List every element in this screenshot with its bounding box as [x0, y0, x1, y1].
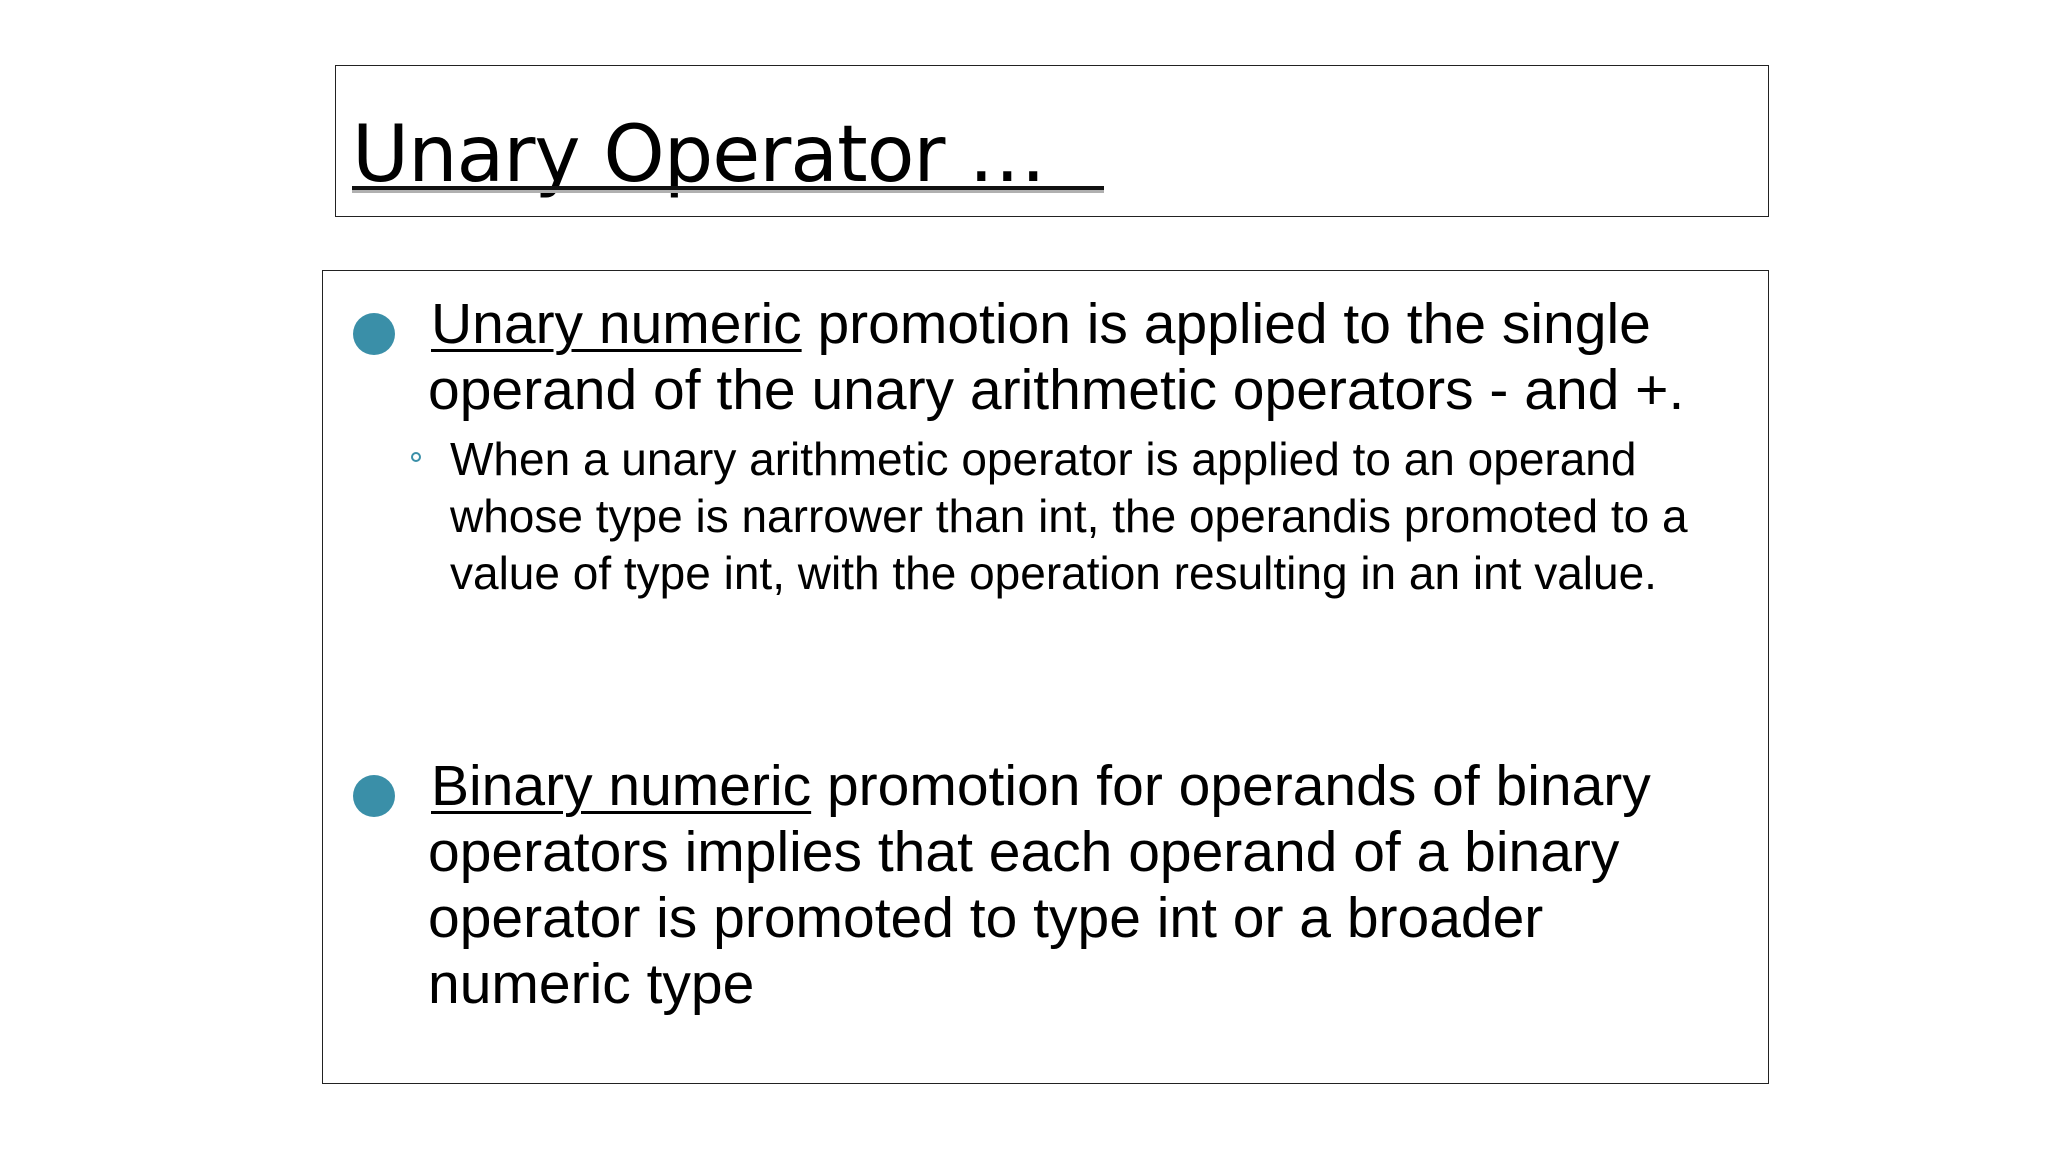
bullet-text [428, 753, 1743, 1017]
title-underline [352, 186, 1104, 190]
bullet-text [428, 291, 1743, 423]
sub-bullet-text: When a unary arithmetic operator is applied to an operand whose type is narrower than int, the operandis promoted to a value of type int, with the operation resulting in an int value. [450, 433, 1688, 599]
bullet-dot-icon [353, 313, 395, 355]
bullet-dot-icon [353, 775, 395, 817]
content-placeholder [322, 270, 1769, 1084]
sub-bullet-item-1 [403, 431, 1743, 602]
slide-title: Unary Operator … [352, 110, 1046, 200]
sub-bullet-ring-icon [411, 452, 421, 462]
bullet-item-1 [353, 291, 1743, 423]
bullet-lead: Binary numeric [431, 754, 812, 818]
bullet-rest: promotion for operands of binary operators implies that each operand of a binary operator is promoted to type int or a broader numeric type [428, 754, 1651, 1016]
title-placeholder [335, 65, 1769, 217]
bullet-lead: Unary numeric [431, 292, 802, 356]
bullet-item-2 [353, 753, 1743, 1017]
bullet-rest: promotion is applied to the single operand of the unary arithmetic operators - and +. [428, 292, 1685, 422]
